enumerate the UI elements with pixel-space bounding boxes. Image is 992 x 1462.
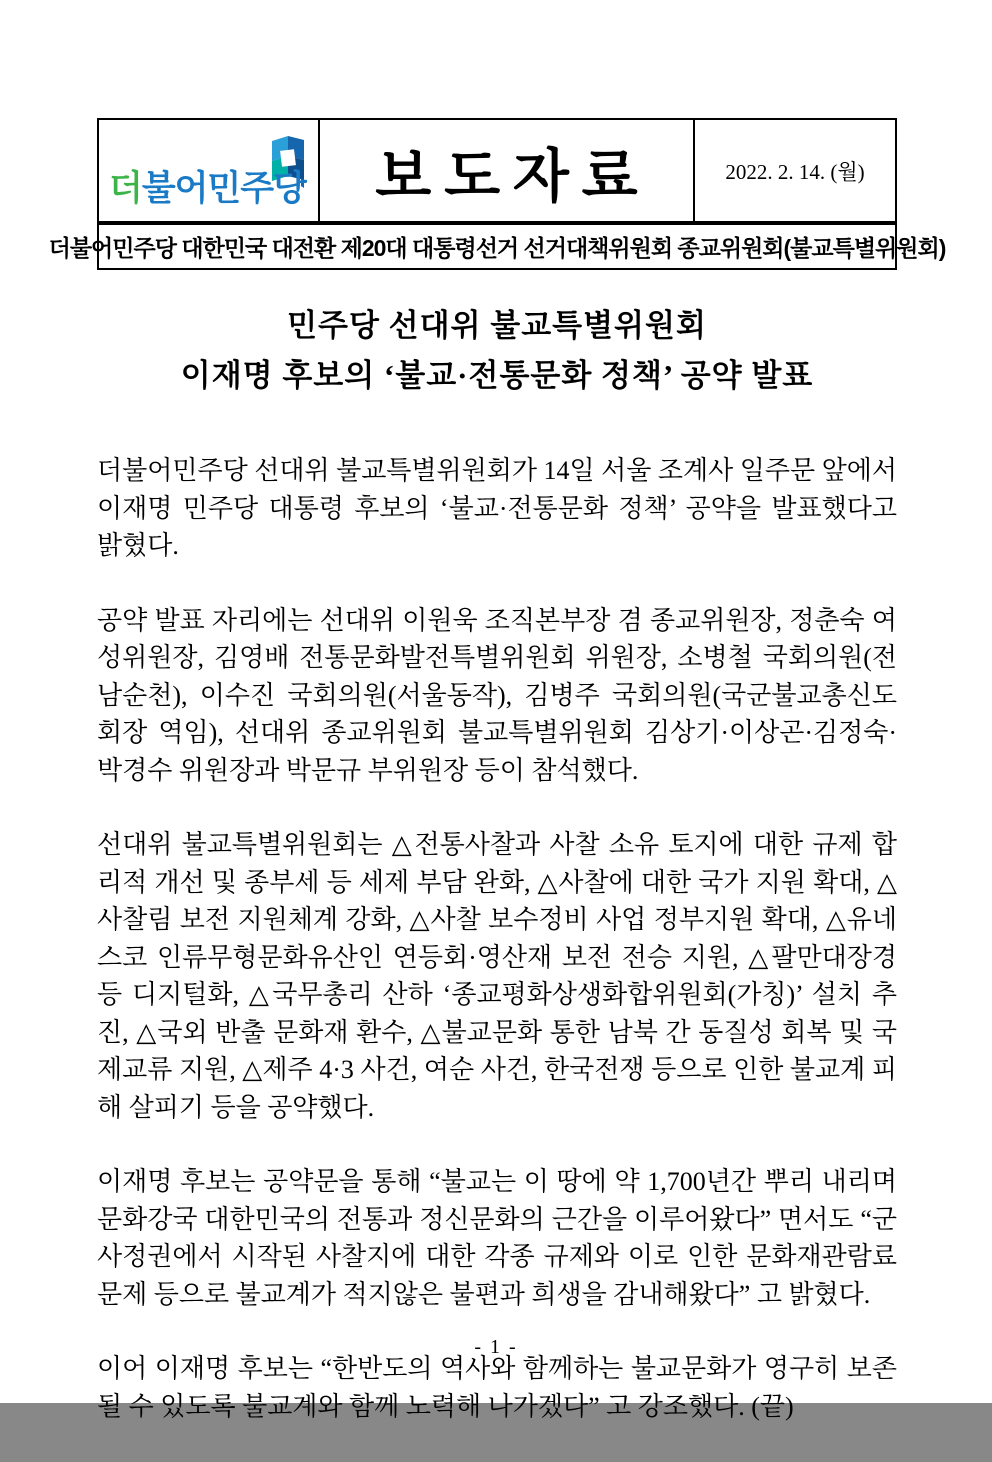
press-release-date: 2022. 2. 14. (월) [725, 159, 865, 184]
body-paragraph: 공약 발표 자리에는 선대위 이원욱 조직본부장 겸 종교위원장, 정춘숙 여성위원장, 김영배 전통문화발전특별위원회 위원장, 소병철 국회의원(전남순천), 이수진 국회의원(서울동작), 김병주 국회의원(국군불교총신도회장 역임), 선대위 종교위원회 불교특별위원회 김상기·이상곤·김정숙·박경수 위원장과 박문규 부위원장 등이 참석했다. [97, 605, 897, 785]
header-table-row [97, 118, 897, 223]
body-paragraph: 선대위 불교특별위원회는 △전통사찰과 사찰 소유 토지에 대한 규제 합리적 개선 및 종부세 등 세제 부담 완화, △사찰에 대한 국가 지원 확대, △사찰림 보전 지원체계 강화, △사찰 보수정비 사업 정부지원 확대, △유네스코 인류무형문화유산인 연등회·영산재 보전 전승 지원, △팔만대장경 등 디지털화, △국무총리 산하 ‘종교평화상생화합위원회(가칭)’ 설치 추진, △국외 반출 문화재 환수, △불교문화 통한 남북 간 동질성 회복 및 국제교류 지원, △제주 4·3 사건, 여순 사건, 한국전쟁 등으로 인한 불교계 피해 살피기 등을 공약했다. [97, 830, 897, 1122]
document-title-line-2: 이재명 후보의 ‘불교·전통문화 정책’ 공약 발표 [180, 358, 814, 393]
press-release-title: 보도자료 [320, 120, 695, 221]
document-body [97, 452, 897, 1425]
party-logo-text-green: 더 [109, 169, 142, 208]
party-logo [99, 120, 320, 221]
body-paragraph: 더불어민주당 선대위 불교특별위원회가 14일 서울 조계사 일주문 앞에서 이재명 민주당 대통령 후보의 ‘불교·전통문화 정책’ 공약을 발표했다고 밝혔다. [97, 456, 897, 560]
party-logo-text-blue: 불어민주당 [141, 169, 306, 208]
committee-bar: 더불어민주당 대한민국 대전환 제20대 대통령선거 선거대책위원회 종교위원회(불교특별위원회) [97, 223, 897, 270]
document-title [97, 301, 897, 401]
page-content [48, 118, 946, 1462]
party-logo-text [109, 161, 306, 211]
body-paragraph: 이어 이재명 후보는 “한반도의 역사와 함께하는 불교문화가 영구히 보존될 수 있도록 불교계와 함께 노력해 나가겠다” 고 강조했다. (끝) [97, 1354, 897, 1421]
page-number: - 1 - [474, 1336, 518, 1358]
body-paragraph: 이재명 후보는 공약문을 통해 “불교는 이 땅에 약 1,700년간 뿌리 내리며 문화강국 대한민국의 전통과 정신문화의 근간을 이루어왔다” 면서도 “군사정권에서 시작된 사찰지에 대한 각종 규제와 이로 인한 문화재관람료 문제 등으로 불교계가 적지않은 불편과 희생을 감내해왔다” 고 밝혔다. [97, 1167, 897, 1309]
document-title-line-1: 민주당 선대위 불교특별위원회 [287, 308, 707, 343]
